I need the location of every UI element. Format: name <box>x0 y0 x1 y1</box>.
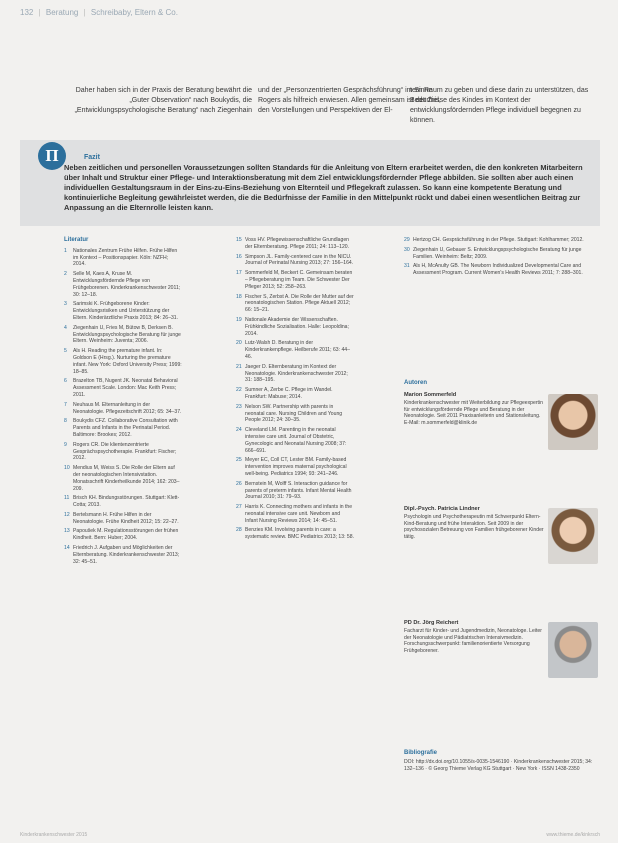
reference-text: Rogers CR. Die klientenzentrierte Gesprächspsychotherapie. Frankfurt: Fischer; 2012. <box>73 441 177 462</box>
reference-number: 17 <box>236 270 242 277</box>
author-name: Marion Sommerfeld <box>404 392 457 398</box>
reference-text: Ziegenhain U, Gebauer S. Entwicklungspsychologische Beratung für junge Familien. Weinheim: Beltz; 2009. <box>413 246 582 260</box>
literature-column-1 <box>64 237 182 568</box>
bibliography-text: DOI: http://dx.doi.org/10.1055/s-0035-1546190 · Kinderkrankenschwester 2015; 34: 132–136 · © Georg Thieme Verlag KG Stuttgart · New York · ISSN 1438-2350 <box>404 759 593 772</box>
reference-text: Nationale Akademie der Wissenschaften. Frühkindliche Sozialisation. Halle: Leopoldina; 2014. <box>245 316 349 337</box>
reference-text: Hertzog CH. Gesprächsführung in der Pflege. Stuttgart: Kohlhammer; 2012. <box>413 237 584 243</box>
reference-number: 23 <box>236 403 242 410</box>
intro-column-1: Daher haben sich in der Praxis der Beratung bewährt die „Guter Observation“ nach Boukydis, die „Entwicklungspsychologische Beratung“ nach Ziegenhain <box>74 87 252 114</box>
reference-item <box>64 301 182 321</box>
reference-item <box>64 512 182 526</box>
reference-item <box>236 527 354 541</box>
reference-text: Bernstein M, Wolff S. Interaction guidance for parents of preterm infants. Infant Mental Health Journal 2010; 31: 79–93. <box>245 480 352 501</box>
reference-item <box>64 348 182 375</box>
reference-text: Fischer S, Zerbst A. Die Rolle der Mutter auf der neonatologischen Station. Pflege Aktuell 2012; 66: 15–21. <box>245 293 354 314</box>
reference-number: 25 <box>236 457 242 464</box>
conclusion-icon: Π <box>38 142 66 170</box>
page-number: 132 <box>20 8 34 17</box>
reference-item <box>236 427 354 454</box>
reference-text: Neuhaus M. Elternanleitung in der Neonatologie. Pflegezeitschrift 2012; 65: 34–37. <box>73 401 182 415</box>
reference-text: Selle M, Kaes A, Kruse M. Entwicklungsfördernde Pflege von Frühgeborenen. Kinderkrankenschwester 2011; 30: 12–18. <box>73 271 181 298</box>
reference-item <box>236 457 354 477</box>
reference-item <box>404 247 594 261</box>
reference-number: 31 <box>404 263 410 270</box>
reference-item <box>404 237 594 244</box>
author-bio: Psychologin und Psychotherapeutin mit Schwerpunkt Eltern-Kind-Beratung und frühe Interaktion. Seit 2009 in der psychosozialen Betreuung von Familien frühgeborener Kinder tätig. <box>404 513 544 541</box>
reference-number: 7 <box>64 401 67 408</box>
reference-text: Harris K. Connecting mothers and infants in the neonatal intensive care unit. Newborn and Infant Nursing Reviews 2014; 14: 45–51. <box>245 504 353 524</box>
reference-number: 11 <box>64 495 70 502</box>
reference-text: Nelson SW. Partnership with parents in neonatal care. Nursing Children and Young People 2012; 24: 30–35. <box>245 403 343 424</box>
reference-text: Als H. Reading the premature infant. In: Goldson E (Hrsg.). Nurturing the premature infant. New York: Oxford University Press; 1999: 18–85. <box>73 348 182 375</box>
reference-item <box>64 528 182 542</box>
running-header: 132 | Beratung | Schreibaby, Eltern & Co. <box>20 8 178 17</box>
author-photo-2 <box>548 508 598 564</box>
reference-text: Papoušek M. Regulationsstörungen der frühen Kindheit. Bern: Huber; 2004. <box>73 528 179 542</box>
reference-item <box>236 504 354 524</box>
author-photo-3 <box>548 622 598 678</box>
reference-text: Lutz-Walsh D. Beratung in der Kinderkrankenpflege. Heilberufe 2011; 63: 44–46. <box>245 340 350 360</box>
reference-number: 12 <box>64 511 70 518</box>
reference-number: 19 <box>236 316 242 323</box>
reference-number: 22 <box>236 387 242 394</box>
reference-number: 6 <box>64 378 67 385</box>
reference-list-3 <box>404 237 594 277</box>
author-bio: Kinderkrankenschwester mit Weiterbildung zur Pflegeexpertin für entwicklungsfördernde Pflege und Beratung in der Neonatologie. Seit 2011 Praxisanleiterin und Stationsleitung. E-Mail: m.sommerfeld@klinik.de <box>404 399 543 427</box>
reference-text: Friedrich J. Aufgaben und Möglichkeiten der Elternberatung. Kinderkrankenschwester 2013; 32: 45–51. <box>73 545 180 565</box>
reference-item <box>236 404 354 424</box>
reference-text: Als H, McAnulty GB. The Newborn Individualized Developmental Care and Assessment Program. Current Women's Health Reviews 2011; 7: 288–301. <box>413 263 583 277</box>
reference-number: 27 <box>236 504 242 511</box>
reference-number: 13 <box>64 528 70 535</box>
reference-text: Sarimski K. Frühgeborene Kinder: Entwicklungsrisiken und Unterstützung der Eltern. Kinderärztliche Praxis 2013; 84: 26–31. <box>73 301 179 321</box>
author-name: PD Dr. Jörg Reichert <box>404 620 459 626</box>
reference-item <box>64 442 182 462</box>
reference-number: 10 <box>64 465 70 472</box>
reference-number: 5 <box>64 348 67 355</box>
reference-item <box>236 364 354 384</box>
reference-item <box>236 481 354 501</box>
reference-item <box>236 270 354 290</box>
reference-number: 1 <box>64 247 67 254</box>
reference-text: Sommerfeld M, Beckert C. Gemeinsam beraten – Pflegeberatung im Team. Die Schwester Der Pfleger 2013; 52: 258–263. <box>245 270 353 290</box>
reference-item <box>64 418 182 438</box>
reference-number: 18 <box>236 293 242 300</box>
reference-text: Benzies KM. Involving parents in care: a systematic review. BMC Pediatrics 2013; 13: 58. <box>245 527 354 541</box>
reference-number: 26 <box>236 480 242 487</box>
reference-item <box>236 237 354 251</box>
reference-list-2 <box>236 237 354 541</box>
reference-number: 21 <box>236 363 242 370</box>
section-label: Beratung <box>45 8 79 17</box>
literature-title: Literatur <box>64 237 89 243</box>
author-name: Dipl.-Psych. Patricia Lindner <box>404 506 480 512</box>
reference-number: 14 <box>64 545 70 552</box>
author-bio: Facharzt für Kinder- und Jugendmedizin, Neonatologe. Leiter der Neonatologie und Pädiatrischen Intensivmedizin. Forschungsschwerpunkt: familienorientierte Versorgung Frühgeborener. <box>404 627 542 655</box>
reference-number: 4 <box>64 324 67 331</box>
reference-text: Jaeger D. Elternberatung im Kontext der Neonatologie. Kinderkrankenschwester 2012; 31: 188–195. <box>245 363 348 384</box>
reference-item <box>236 254 354 268</box>
reference-item <box>236 294 354 314</box>
reference-text: Mendius M, Weiss S. Die Rolle der Eltern auf der neonatologischen Intensivstation. Monatsschrift Kinderheilkunde 2014; 162: 203–209. <box>73 465 180 492</box>
reference-item <box>64 248 182 268</box>
reference-text: Simpson JL. Family-centered care in the NICU. Journal of Perinatal Nursing 2013; 27: 156–164. <box>245 253 354 267</box>
authors-title: Autoren <box>404 380 427 386</box>
reference-text: Boukydis CFZ. Collaborative Consultation with Parents and Infants in the Perinatal Period. Baltimore: Brookes; 2012. <box>73 418 178 438</box>
reference-number: 29 <box>404 237 410 243</box>
reference-text: Meyer EC, Coll CT, Lester BM. Family-based intervention improves maternal psychological well-being. Pediatrics 1994; 93: 241–246. <box>245 457 347 477</box>
reference-number: 2 <box>64 271 67 278</box>
reference-item <box>64 402 182 416</box>
reference-number: 3 <box>64 301 67 308</box>
reference-list-1 <box>64 248 182 566</box>
conclusion-label: Fazit <box>84 154 100 161</box>
reference-item <box>64 378 182 398</box>
reference-number: 30 <box>404 246 410 253</box>
footer-left: Kinderkrankenschwester 2015 <box>20 832 88 838</box>
reference-item <box>64 545 182 565</box>
reference-text: Bertelsmann H. Frühe Hilfen in der Neonatologie. Frühe Kindheit 2012; 15: 22–27. <box>73 511 179 525</box>
reference-number: 20 <box>236 340 242 347</box>
reference-item <box>404 263 594 277</box>
reference-number: 15 <box>236 237 242 243</box>
reference-item <box>64 465 182 492</box>
reference-text: Sumner A, Zerbe C. Pflege im Wandel. Frankfurt: Mabuse; 2014. <box>245 387 333 400</box>
reference-number: 16 <box>236 253 242 260</box>
reference-text: Nationales Zentrum Frühe Hilfen. Frühe Hilfen im Kontext – Positionspapier. Köln: NZFH; 2014. <box>73 247 178 268</box>
conclusion-text: Neben zeitlichen und personellen Voraussetzungen sollten Standards für die Anleitung von Eltern erarbeitet werden, die den konkreten Mitarbeitern über Inhalt und Struktur einer Pflege- und Interaktionsberatung mit dem Ziel entwicklungsfördernder Pflege abbilden. Sie sollten aber auch einen individuellen Gestaltungsraum in der Eins-zu-Eins-Beziehung von Elternteil und Pflegekraft zulassen. So kann eine kompetente Beratung und kontinuierliche Begleitung gewährleistet werden, die die Bedürfnisse der Familie in den Mittelpunkt rückt und dabei einen wesentlichen Beitrag zur Anpassung an die Elternrolle leisten kann. <box>64 163 583 212</box>
reference-text: Ziegenhain U, Fries M, Bütow B, Derksen B. Entwicklungspsychologische Beratung für junge Eltern. Weinheim: Juventa; 2006. <box>73 324 181 345</box>
reference-item <box>236 317 354 337</box>
reference-number: 24 <box>236 427 242 434</box>
reference-item <box>236 387 354 401</box>
reference-text: Brisch KH. Bindungsstörungen. Stuttgart: Klett-Cotta; 2013. <box>73 495 180 509</box>
literature-column-2 <box>236 237 354 544</box>
reference-text: Voss HV. Pflegewissenschaftliche Grundlagen der Elternberatung. Pflege 2011; 24: 113–120. <box>245 237 350 250</box>
reference-item <box>64 495 182 509</box>
reference-number: 8 <box>64 418 67 425</box>
reference-number: 9 <box>64 441 67 448</box>
intro-column-3: tern Raum zu geben und diese darin zu unterstützen, das Bedürfnisse des Kindes im Kontext der entwicklungsfördernden Pflege individuell begegnen zu können. <box>410 87 589 124</box>
reference-item <box>64 325 182 345</box>
bibliography-title: Bibliografie <box>404 750 438 756</box>
reference-item <box>64 271 182 298</box>
reference-text: Brazelton TB, Nugent JK. Neonatal Behavioral Assessment Scale. London: Mac Keith Press; 2011. <box>73 378 178 398</box>
reference-text: Cleveland LM. Parenting in the neonatal intensive care unit. Journal of Obstetric, Gynecologic and Neonatal Nursing 2008; 37: 666–691. <box>245 427 347 454</box>
reference-item <box>236 340 354 360</box>
author-photo-1 <box>548 394 598 450</box>
running-title: Schreibaby, Eltern & Co. <box>90 8 178 17</box>
intro-column-2: und der „Personzentrierten Gesprächsführung“ im Sinne Rogers als hilfreich erwiesen. Allen gemeinsam ist der Ziel, den Vorstellungen und Perspektiven der El- <box>258 87 441 114</box>
reference-number: 28 <box>236 527 242 534</box>
literature-column-3 <box>404 237 594 280</box>
footer-right: www.thieme.de/kinkrsch <box>546 832 600 838</box>
